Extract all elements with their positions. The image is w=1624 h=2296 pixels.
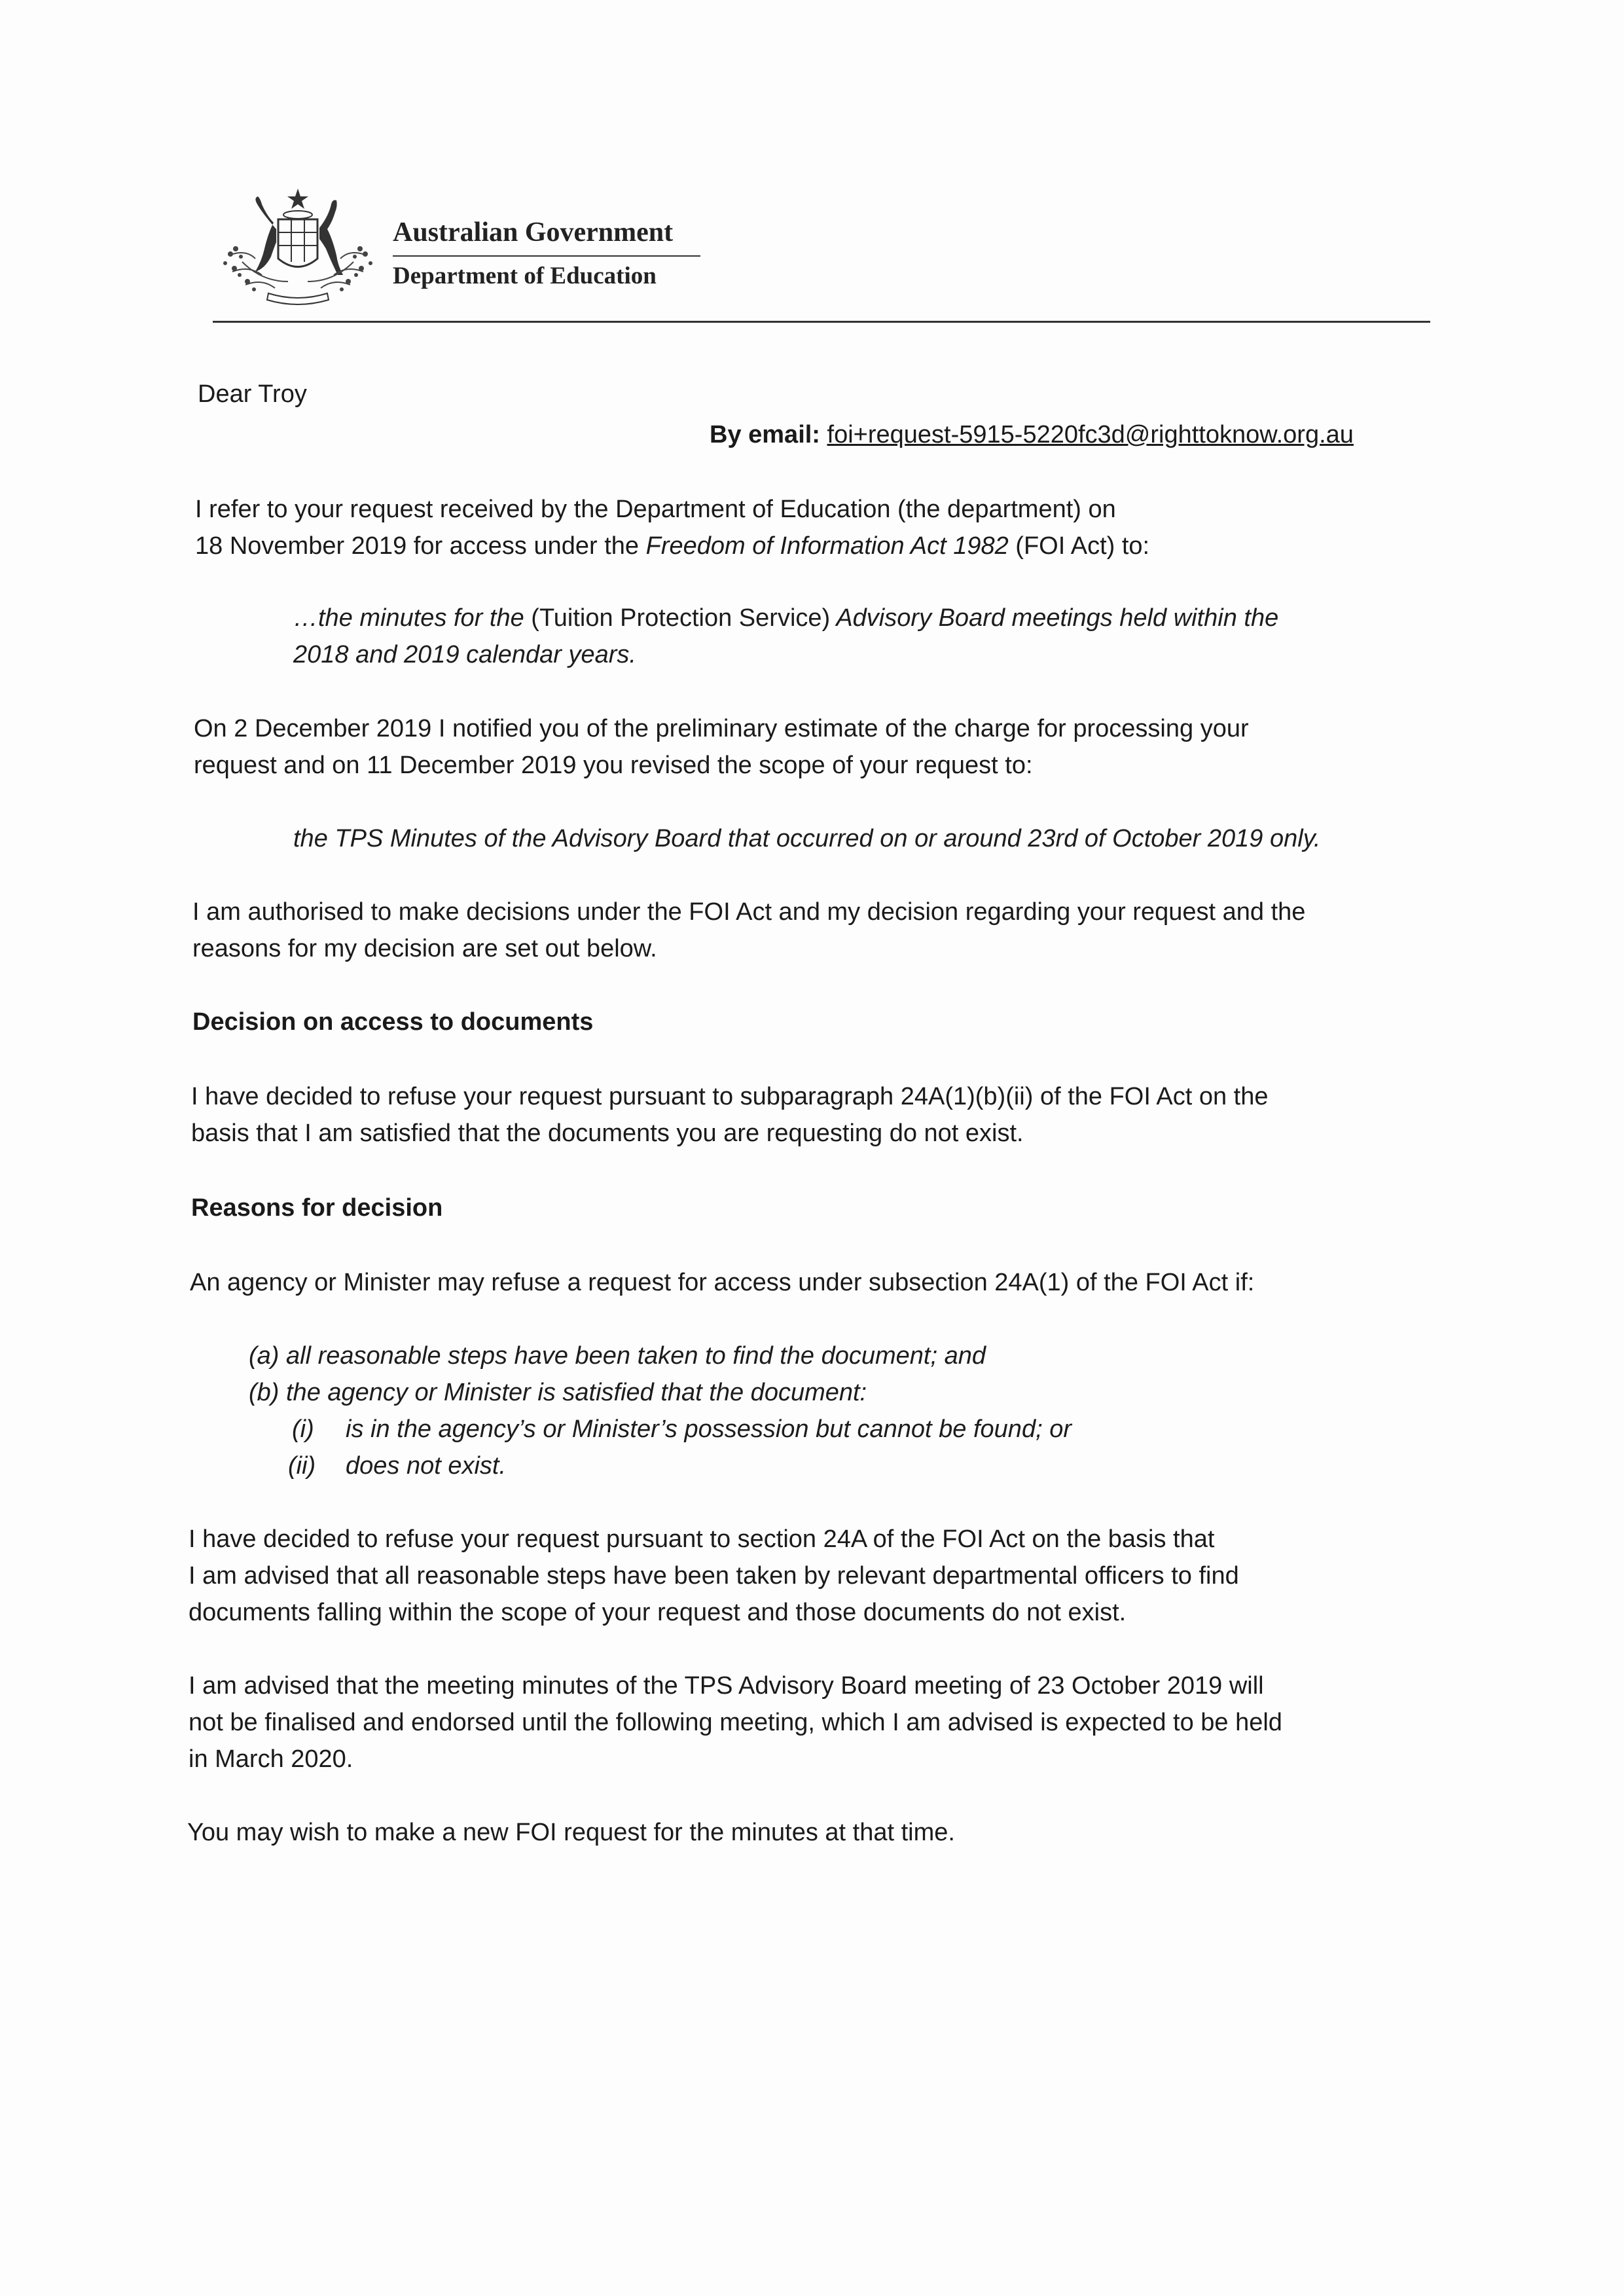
heading-reasons: Reasons for decision xyxy=(191,1194,443,1222)
authorised-line-1: I am authorised to make decisions under the FOI Act and my decision regarding your request and the xyxy=(192,898,1306,926)
advised-line-2: not be finalised and endorsed until the following meeting, which I am advised is expected to be held xyxy=(189,1709,1282,1736)
refuse-line-3: documents falling within the scope of your request and those documents do not exist. xyxy=(189,1599,1127,1626)
advised-line-1: I am advised that the meeting minutes of the TPS Advisory Board meeting of 23 October 2019 will xyxy=(189,1672,1264,1700)
authorised-line-2: reasons for my decision are set out below. xyxy=(192,935,657,962)
decision-line-1: I have decided to refuse your request pursuant to subparagraph 24A(1)(b)(ii) of the FOI Act on the xyxy=(191,1083,1269,1110)
estimate-line-2: request and on 11 December 2019 you revised the scope of your request to: xyxy=(194,752,1033,779)
quote-1-line-1 xyxy=(293,600,1278,636)
estimate-line-1: On 2 December 2019 I notified you of the preliminary estimate of the charge for processing your xyxy=(194,715,1249,742)
agency-block xyxy=(393,217,916,290)
refuse-line-2: I am advised that all reasonable steps have been taken by relevant departmental officers to find xyxy=(189,1562,1239,1590)
by-email-line xyxy=(710,416,1354,453)
quote-1-part-a: …the minutes for the xyxy=(293,604,532,632)
decision-line-2: basis that I am satisfied that the documents you are requesting do not exist. xyxy=(191,1120,1024,1147)
commonwealth-coat-of-arms-icon xyxy=(216,183,380,314)
letterhead xyxy=(216,183,1434,314)
intro-line-1: I refer to your request received by the Department of Education (the department) on xyxy=(195,496,1116,523)
quote-1-line-2: 2018 and 2019 calendar years. xyxy=(293,641,636,668)
quote-1-part-b: (Tuition Protection Service) xyxy=(531,604,831,632)
reasons-intro: An agency or Minister may refuse a request for access under subsection 24A(1) of the FOI Act if: xyxy=(190,1269,1255,1296)
heading-decision: Decision on access to documents xyxy=(192,1008,594,1036)
statute-item-i-number: (i) xyxy=(292,1415,314,1443)
act-title: Freedom of Information Act 1982 xyxy=(645,532,1009,560)
intro-line-2a: 18 November 2019 for access under the xyxy=(195,532,646,560)
statute-item-a: (a) all reasonable steps have been taken to find the document; and xyxy=(249,1342,986,1370)
advised-line-3: in March 2020. xyxy=(189,1745,353,1773)
quote-1-part-c: Advisory Board meetings held within the xyxy=(830,604,1279,632)
department-name: Department of Education xyxy=(393,263,657,290)
statute-item-ii-number: (ii) xyxy=(288,1452,316,1480)
statute-item-b: (b) the agency or Minister is satisfied that the document: xyxy=(249,1379,867,1406)
email-address-link[interactable]: foi+request-5915-5220fc3d@righttoknow.org.au xyxy=(827,421,1354,448)
agency-divider xyxy=(393,255,700,257)
quote-2: the TPS Minutes of the Advisory Board that occurred on or around 23rd of October 2019 only. xyxy=(293,825,1321,852)
intro-line-2 xyxy=(195,528,1149,564)
refuse-line-1: I have decided to refuse your request pursuant to section 24A of the FOI Act on the basis that xyxy=(189,1525,1215,1553)
agency-name: Australian Government xyxy=(393,217,674,247)
statute-item-ii-text: does not exist. xyxy=(346,1452,507,1480)
intro-line-2c: (FOI Act) to: xyxy=(1008,532,1150,560)
header-divider xyxy=(213,321,1430,323)
statute-item-i-text: is in the agency’s or Minister’s possession but cannot be found; or xyxy=(346,1415,1072,1443)
salutation: Dear Troy xyxy=(198,380,307,408)
by-email-label: By email: xyxy=(710,421,820,448)
closing-paragraph: You may wish to make a new FOI request for the minutes at that time. xyxy=(187,1819,955,1846)
